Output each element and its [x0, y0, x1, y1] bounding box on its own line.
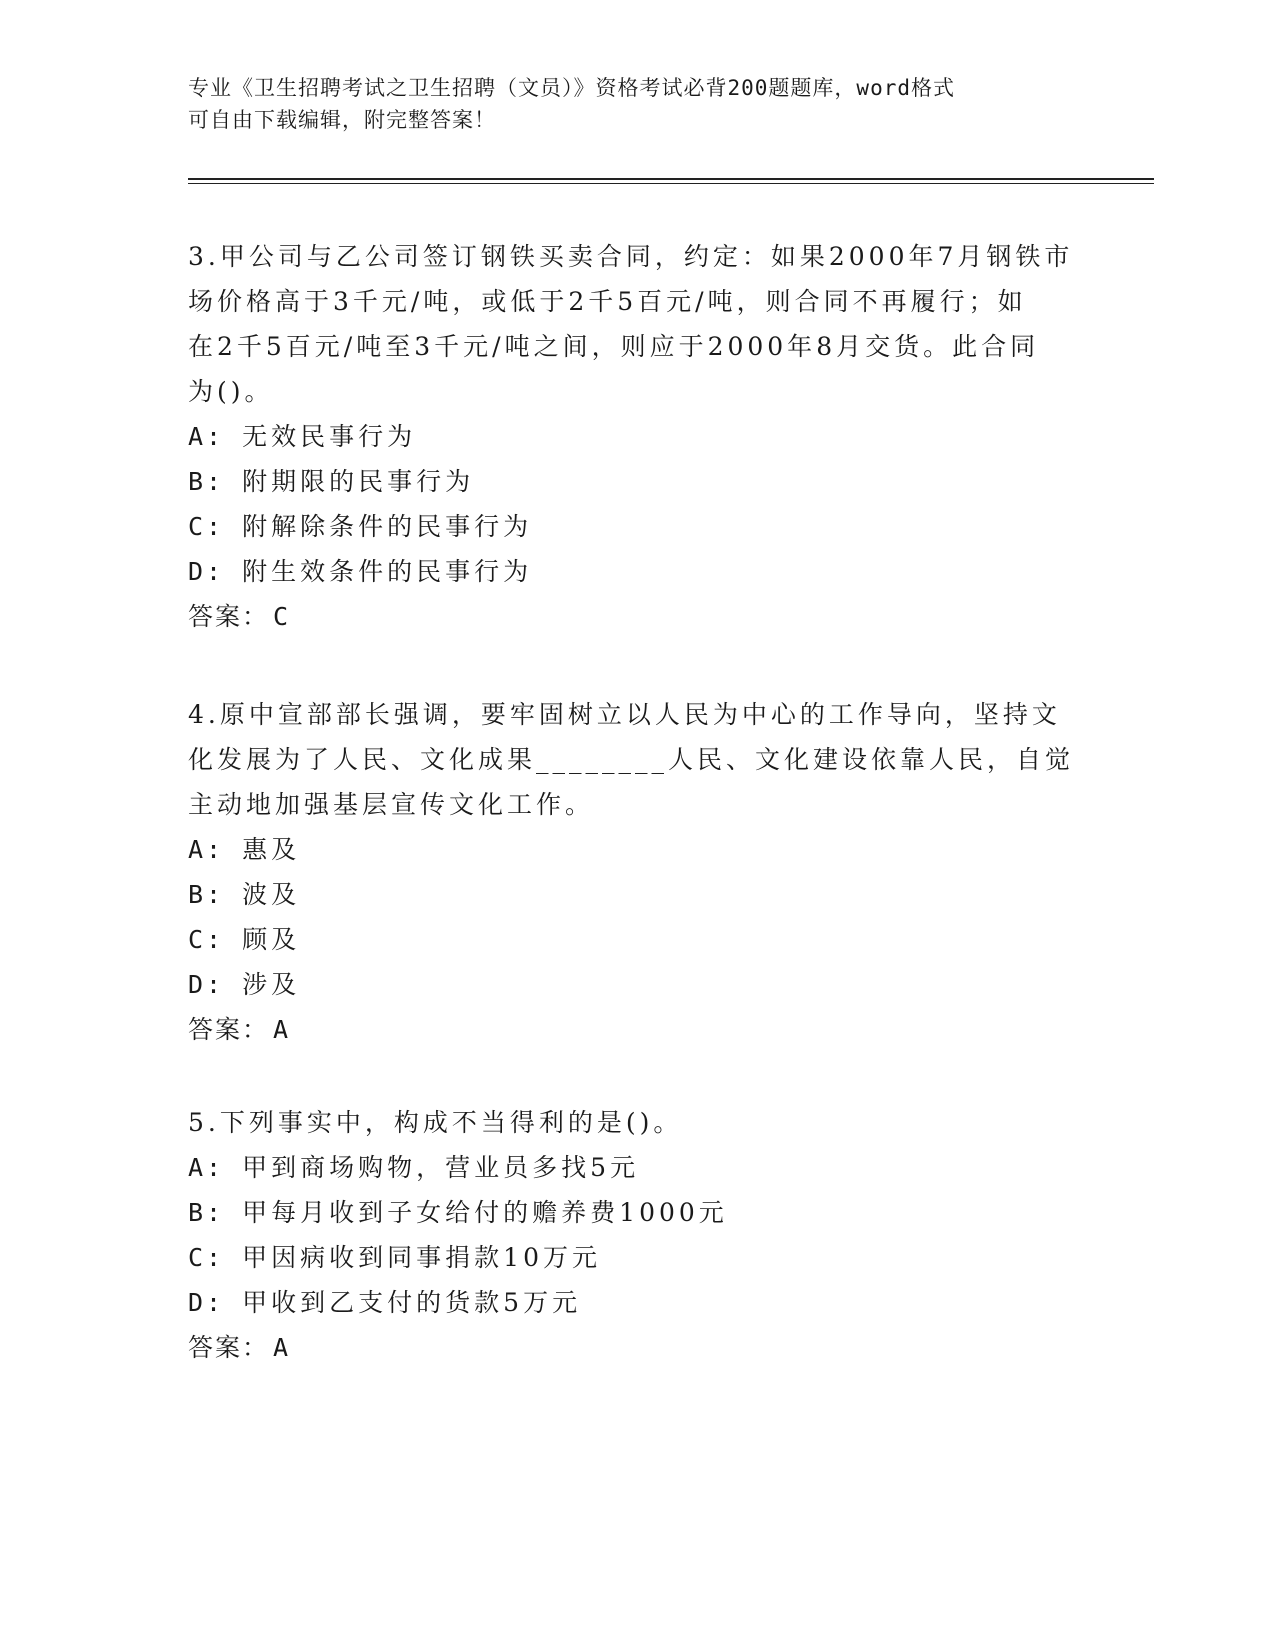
answer-label: 答案： — [188, 602, 270, 631]
question-3 — [188, 234, 1078, 639]
option-c — [188, 1235, 1078, 1280]
option-c — [188, 917, 1078, 962]
option-text: 惠及 — [242, 835, 301, 864]
stem-line: 3.甲公司与乙公司签订钢铁买卖合同，约定：如果2000年7月钢铁市 — [188, 242, 1074, 271]
option-key: B: — [188, 880, 225, 909]
option-b — [188, 872, 1078, 917]
option-key: D: — [188, 1288, 225, 1317]
answer-line — [188, 594, 1078, 639]
option-c — [188, 504, 1078, 549]
option-key: C: — [188, 1243, 225, 1272]
stem-line: 在2千5百元/吨至3千元/吨之间，则应于2000年8月交货。此合同 — [188, 332, 1040, 361]
option-key: C: — [188, 512, 225, 541]
option-text: 甲收到乙支付的货款5万元 — [242, 1288, 582, 1317]
stem-line: 场价格高于3千元/吨，或低于2千5百元/吨，则合同不再履行；如 — [188, 287, 1027, 316]
option-d — [188, 1280, 1078, 1325]
question-4 — [188, 692, 1078, 1052]
option-text: 附期限的民事行为 — [242, 467, 475, 496]
option-text: 附解除条件的民事行为 — [242, 512, 533, 541]
option-key: D: — [188, 970, 225, 999]
option-text: 涉及 — [242, 970, 301, 999]
answer-line — [188, 1007, 1078, 1052]
document-header — [188, 72, 1068, 136]
stem-line: 为()。 — [188, 377, 274, 406]
header-divider — [188, 178, 1154, 184]
option-text: 甲每月收到子女给付的赡养费1000元 — [242, 1198, 728, 1227]
option-key: A: — [188, 1153, 225, 1182]
option-a — [188, 414, 1078, 459]
option-text: 甲因病收到同事捐款10万元 — [242, 1243, 601, 1272]
header-line-1: 专业《卫生招聘考试之卫生招聘（文员）》资格考试必背200题题库，word格式 — [188, 76, 955, 100]
option-key: A: — [188, 422, 225, 451]
option-d — [188, 549, 1078, 594]
option-key: C: — [188, 925, 225, 954]
question-stem — [188, 234, 1078, 414]
option-b — [188, 1190, 1078, 1235]
answer-value: A — [273, 1333, 291, 1362]
stem-line: 5.下列事实中，构成不当得利的是()。 — [188, 1108, 683, 1137]
option-key: A: — [188, 835, 225, 864]
question-stem — [188, 692, 1078, 827]
option-text: 无效民事行为 — [242, 422, 417, 451]
option-text: 甲到商场购物，营业员多找5元 — [242, 1153, 640, 1182]
option-a — [188, 827, 1078, 872]
option-key: D: — [188, 557, 225, 586]
stem-line: 主动地加强基层宣传文化工作。 — [188, 790, 595, 819]
question-5 — [188, 1100, 1078, 1370]
answer-label: 答案： — [188, 1333, 270, 1362]
answer-value: A — [273, 1015, 291, 1044]
stem-line: 化发展为了人民、文化成果________人民、文化建设依靠人民，自觉 — [188, 745, 1075, 774]
option-b — [188, 459, 1078, 504]
option-key: B: — [188, 1198, 225, 1227]
answer-line — [188, 1325, 1078, 1370]
option-text: 波及 — [242, 880, 301, 909]
option-d — [188, 962, 1078, 1007]
option-text: 顾及 — [242, 925, 301, 954]
answer-value: C — [273, 602, 291, 631]
stem-line: 4.原中宣部部长强调，要牢固树立以人民为中心的工作导向，坚持文 — [188, 700, 1061, 729]
option-text: 附生效条件的民事行为 — [242, 557, 533, 586]
question-stem — [188, 1100, 1078, 1145]
option-a — [188, 1145, 1078, 1190]
answer-label: 答案： — [188, 1015, 270, 1044]
option-key: B: — [188, 467, 225, 496]
header-line-2: 可自由下载编辑，附完整答案！ — [188, 108, 496, 132]
